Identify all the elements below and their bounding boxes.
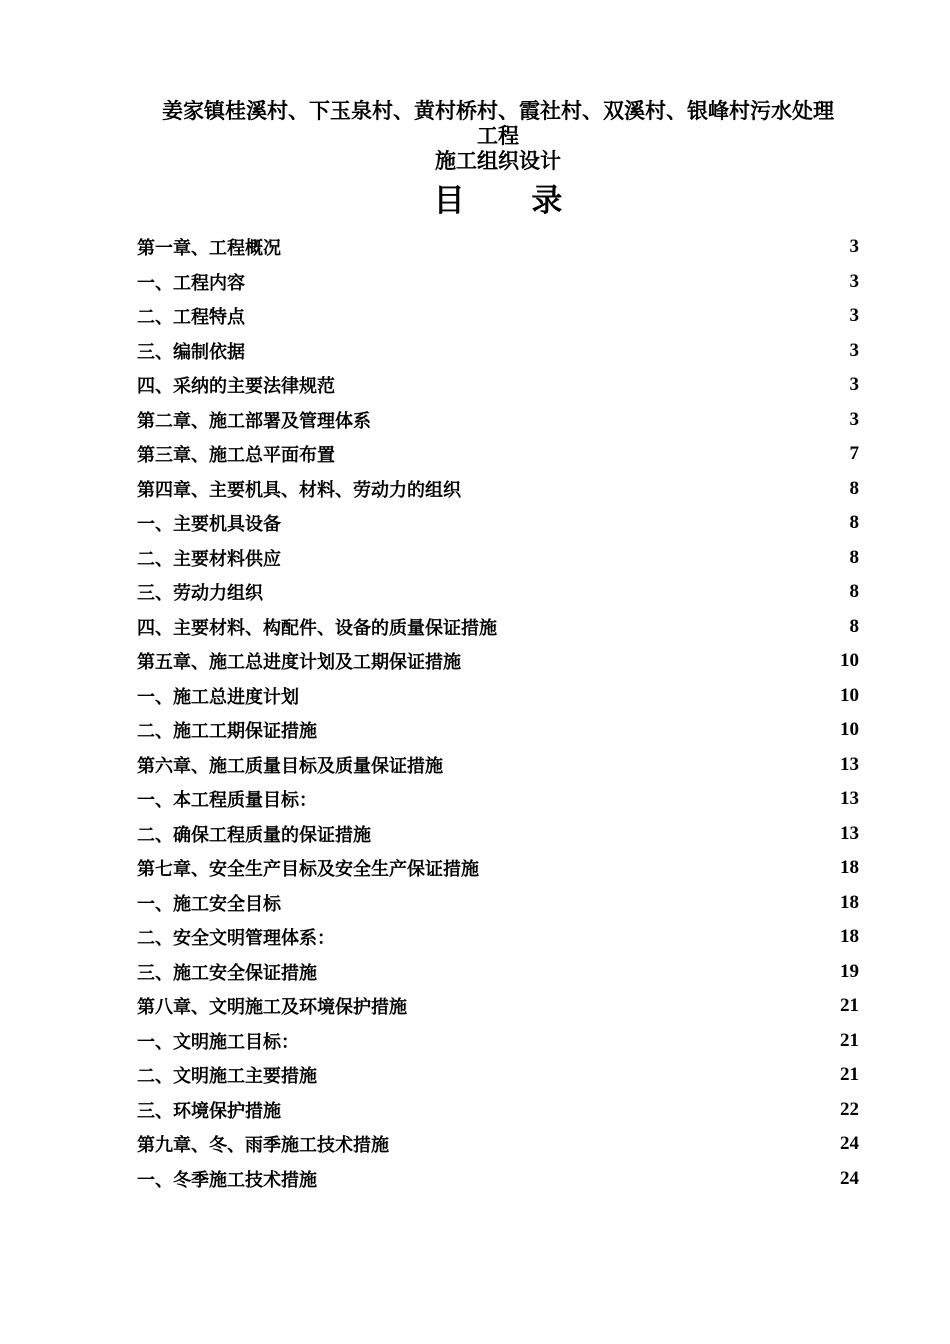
toc-heading: 目 录 [433,183,591,219]
toc-entry-label: 第六章、施工质量目标及质量保证措施 [137,755,443,777]
toc-entry[interactable] [137,713,859,748]
toc-entry-page-number: 3 [849,408,859,430]
toc-entry-label: 第九章、冬、雨季施工技术措施 [137,1135,389,1157]
toc-entry[interactable] [137,265,859,300]
toc-entry[interactable] [137,748,859,783]
toc-entry-page-number: 3 [849,236,859,258]
toc-entry[interactable] [137,1024,859,1059]
toc-entry-label: 二、安全文明管理体系： [137,928,335,950]
toc-entry-label: 四、采纳的主要法律规范 [137,376,335,398]
toc-entry[interactable] [137,782,859,817]
toc-entry-page-number: 8 [849,615,859,637]
toc-entry[interactable] [137,1127,859,1162]
toc-entry-label: 一、施工安全目标 [137,893,281,915]
toc-entry-label: 二、主要材料供应 [137,548,281,570]
toc-entry[interactable] [137,334,859,369]
toc-entry-page-number: 8 [849,581,859,603]
toc-entry[interactable] [137,368,859,403]
document-subtitle: 施工组织设计 [435,148,561,173]
toc-entry-label: 二、确保工程质量的保证措施 [137,824,371,846]
toc-entry[interactable] [137,472,859,507]
toc-entry[interactable] [137,679,859,714]
toc-entry-label: 二、工程特点 [137,307,245,329]
toc-entry[interactable] [137,851,859,886]
toc-entry-label: 二、文明施工主要措施 [137,1066,317,1088]
toc-entry[interactable] [137,541,859,576]
toc-entry-page-number: 18 [840,926,859,948]
document-title-line-2: 工程 [477,123,519,148]
toc-entry-label: 第二章、施工部署及管理体系 [137,410,371,432]
toc-entry-page-number: 3 [849,374,859,396]
toc-entry-page-number: 21 [840,995,859,1017]
toc-entry[interactable] [137,575,859,610]
toc-entry-page-number: 13 [840,753,859,775]
toc-entry-label: 一、工程内容 [137,272,245,294]
toc-entry-page-number: 10 [840,650,859,672]
toc-entry-page-number: 24 [840,1133,859,1155]
document-title-line-1: 姜家镇桂溪村、下玉泉村、黄村桥村、霞社村、双溪村、银峰村污水处理 [162,98,834,123]
toc-entry-page-number: 21 [840,1064,859,1086]
toc-entry[interactable] [137,437,859,472]
toc-entry-label: 一、主要机具设备 [137,514,281,536]
toc-entry[interactable] [137,299,859,334]
toc-entry[interactable] [137,403,859,438]
toc-entry-page-number: 19 [840,960,859,982]
toc-entry-page-number: 13 [840,788,859,810]
toc-entry-page-number: 13 [840,822,859,844]
document-header [120,98,876,221]
toc-entry[interactable] [137,644,859,679]
toc-entry[interactable] [137,886,859,921]
toc-entry-page-number: 3 [849,339,859,361]
toc-entry-page-number: 7 [849,443,859,465]
toc-entry-page-number: 8 [849,512,859,534]
toc-entry-label: 第八章、文明施工及环境保护措施 [137,997,407,1019]
table-of-contents [137,230,859,1196]
toc-entry[interactable] [137,920,859,955]
toc-entry[interactable] [137,506,859,541]
toc-entry-page-number: 24 [840,1167,859,1189]
toc-entry[interactable] [137,1093,859,1128]
toc-entry-label: 第五章、施工总进度计划及工期保证措施 [137,652,461,674]
toc-entry-label: 一、冬季施工技术措施 [137,1169,317,1191]
toc-entry-page-number: 3 [849,270,859,292]
toc-entry-page-number: 21 [840,1029,859,1051]
toc-entry-page-number: 18 [840,891,859,913]
toc-entry-label: 二、施工工期保证措施 [137,721,317,743]
toc-entry-page-number: 18 [840,857,859,879]
toc-entry[interactable] [137,230,859,265]
toc-entry-page-number: 8 [849,477,859,499]
toc-entry-label: 三、劳动力组织 [137,583,263,605]
toc-entry-label: 第四章、主要机具、材料、劳动力的组织 [137,479,461,501]
toc-entry-label: 一、文明施工目标： [137,1031,299,1053]
toc-entry-label: 第一章、工程概况 [137,238,281,260]
toc-entry-page-number: 10 [840,684,859,706]
toc-entry-label: 一、施工总进度计划 [137,686,299,708]
toc-entry-label: 一、本工程质量目标： [137,790,317,812]
toc-entry-label: 第三章、施工总平面布置 [137,445,335,467]
toc-entry-page-number: 3 [849,305,859,327]
toc-entry[interactable] [137,610,859,645]
toc-entry[interactable] [137,1058,859,1093]
toc-entry-label: 第七章、安全生产目标及安全生产保证措施 [137,859,479,881]
toc-entry-page-number: 8 [849,546,859,568]
toc-entry[interactable] [137,989,859,1024]
toc-entry-label: 四、主要材料、构配件、设备的质量保证措施 [137,617,497,639]
toc-entry-label: 三、施工安全保证措施 [137,962,317,984]
toc-entry[interactable] [137,1162,859,1197]
toc-entry-label: 三、环境保护措施 [137,1100,281,1122]
toc-entry-page-number: 22 [840,1098,859,1120]
toc-entry-label: 三、编制依据 [137,341,245,363]
toc-entry[interactable] [137,955,859,990]
toc-entry-page-number: 10 [840,719,859,741]
toc-entry[interactable] [137,817,859,852]
